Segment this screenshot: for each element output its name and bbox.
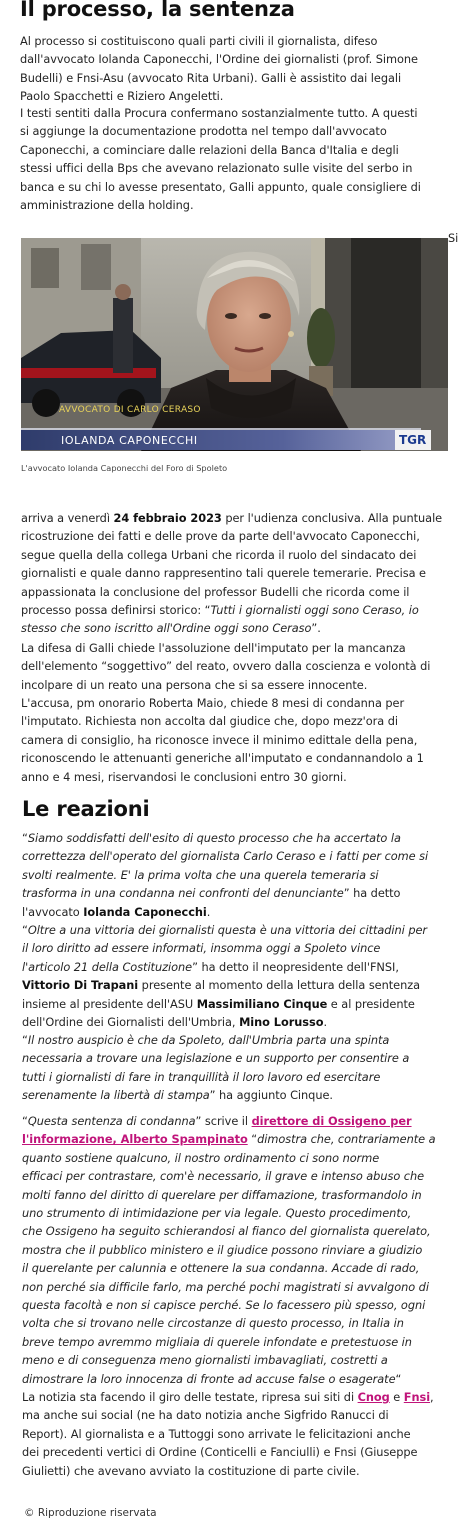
quote-text: questa facoltà e non si capisce perché. Se lo facessero più spesso, ogni xyxy=(22,1298,426,1313)
text-run: e xyxy=(389,1390,404,1404)
tv-overlay-role: AVVOCATO DI CARLO CERASO xyxy=(59,405,201,415)
quote-text: il loro diritto ad essere informati, insomma oggi a Spoleto vince xyxy=(22,941,381,956)
quote-text: Oltre a una vittoria dei giornalisti questa è una vittoria dei cittadini per xyxy=(27,923,428,937)
text-line: l'informazione, Alberto Spampinato “dimostra che, contrariamente a xyxy=(22,1132,436,1147)
quote-text: dimostra che, contrariamente a xyxy=(257,1132,436,1147)
text-run: e al presidente xyxy=(327,996,415,1011)
text-line xyxy=(22,976,427,994)
quote-text: breve tempo avremmo migliaia di querele infondate e pretestuose in xyxy=(22,1334,412,1349)
ossigeno-link[interactable]: direttore di Ossigeno per xyxy=(251,1114,412,1128)
text-line: amministrazione della holding. xyxy=(20,198,194,213)
text-line xyxy=(22,866,428,884)
text-line: ricostruzione dei fatti e delle prove da parte dell'avvocato Caponecchi, xyxy=(21,529,420,544)
text-line: I testi sentiti dalla Procura confermano sostanzialmente tutto. A questi xyxy=(20,106,418,120)
section-title-reazioni: Le reazioni xyxy=(22,797,150,821)
text-line: L'accusa, pm onorario Roberta Maio, chiede 8 mesi di condanna per xyxy=(21,696,405,710)
text-line xyxy=(22,1068,409,1086)
text-line: banca e su chi lo avesse presentato, Galli appunto, quale consigliere di xyxy=(20,179,421,194)
text-line: stessi uffici della Bps che avevano relazionato sulle visite del serbo in xyxy=(20,161,413,176)
quote-cinque xyxy=(22,1031,409,1105)
quote-text: uno strumento di intimidazione per via legale. Questo procedimento, xyxy=(22,1206,412,1221)
text-line xyxy=(22,1167,436,1185)
text-run: ”. xyxy=(311,621,321,636)
paragraph-accusa xyxy=(21,694,424,786)
quote-text: correttezza dell'operato del giornalista Carlo Ceraso e i fatti per come si xyxy=(22,849,429,864)
text-line: dei precedenti vertici di Ordine (Conticelli e Fanciulli) e Fnsi (Giuseppe xyxy=(22,1445,418,1460)
person-name: Massimiliano Cinque xyxy=(196,996,328,1011)
paragraph-udienza xyxy=(21,509,442,638)
text-line xyxy=(21,601,442,619)
text-line xyxy=(22,1314,436,1332)
section-title-processo: Il processo, la sentenza xyxy=(20,0,295,21)
text-line: segue quella della collega Urbani che ricorda il ruolo del sindacato dei xyxy=(21,547,417,562)
text-line: giornalisti e quale danno rappresentino tali querele temerarie. Precisa e xyxy=(21,566,426,581)
text-line: camera di consiglio, ha riconosce invece il minimo edittale della pena, xyxy=(21,732,418,747)
quote-di-trapani xyxy=(22,921,427,1031)
quote-text: Questa sentenza di condanna xyxy=(27,1114,196,1128)
person-name: Vittorio Di Trapani xyxy=(22,978,139,993)
copyright-notice: © Riproduzione riservata xyxy=(24,1507,157,1519)
person-name: Mino Lorusso xyxy=(239,1015,324,1030)
quote-text: tutti i giornalisti di fare in tranquillità il loro lavoro ed esercitare xyxy=(22,1069,381,1084)
text-line: “Questa sentenza di condanna” scrive il direttore di Ossigeno per xyxy=(22,1114,412,1128)
quote-text: quanto sostiene qualcuno, il nostro ordinamento ci sono norme xyxy=(22,1150,380,1165)
text-line: dell'elemento “soggettivo” del reato, ovvero dalla coscienza e volontà di xyxy=(21,659,431,674)
person-name: Iolanda Caponecchi xyxy=(83,904,207,919)
text-line xyxy=(22,1186,436,1204)
photo-illustration xyxy=(21,238,448,451)
quote-text: dimostrare la loro innocenza di fronte ad accuse false o esagerate xyxy=(22,1371,396,1386)
date-highlight: 24 febbraio 2023 xyxy=(113,511,222,525)
text-line: Budelli) e Fnsi-Asu (avvocato Rita Urbani). Galli è assistito dai legali xyxy=(20,70,402,85)
quote-text: non perché sia difficile farlo, ma perché pochi magistrati si avvalgono di xyxy=(22,1279,429,1294)
quote-text: necessaria a trovare una legislazione e un supporto per consentire a xyxy=(22,1051,410,1066)
text-line xyxy=(22,1241,436,1259)
text-run: La notizia sta facendo il giro delle testate, ripresa sui siti di xyxy=(22,1390,358,1404)
paragraph-parti-civili xyxy=(20,32,418,106)
text-line xyxy=(22,1086,409,1104)
text-line: riconoscendo le attenuanti generiche all'imputato e condannandolo a 1 xyxy=(21,751,424,766)
text-line: Giulietti) che avevano avviato la costituzione di parte civile. xyxy=(22,1463,360,1478)
quote-text: efficaci per contrastare, com'è necessario, il grave e intenso abuso che xyxy=(22,1169,425,1184)
quote-text: Il nostro auspicio è che da Spoleto, dall'Umbria parta una spinta xyxy=(27,1033,390,1047)
text-run: ” ha aggiunto Cinque. xyxy=(209,1088,333,1103)
text-line: incolpare di un reato una persona che si sa essere innocente. xyxy=(21,677,368,692)
paragraph-difesa xyxy=(21,639,430,694)
text-line xyxy=(22,847,428,865)
quote-caponecchi xyxy=(22,829,428,921)
text-run: ” scrive il xyxy=(195,1114,252,1128)
quote-text: serenamente la libertà di stampa xyxy=(22,1088,210,1103)
text-line: “Il nostro auspicio è che da Spoleto, dall'Umbria parta una spinta xyxy=(22,1033,390,1047)
ossigeno-link[interactable]: l'informazione, Alberto Spampinato xyxy=(22,1132,248,1147)
text-line: dell'Ordine dei Giornalisti dell'Umbria, Mino Lorusso. xyxy=(22,1015,328,1030)
quote-text: molti fanno del diritto di querelare per diffamazione, trasformandolo in xyxy=(22,1187,422,1202)
text-line xyxy=(22,958,427,976)
quote-text: meno e di conseguenza meno giornalisti imbavagliati, costretti a xyxy=(22,1353,388,1368)
text-line: si aggiunge la documentazione prodotta nel tempo dall'avvocato xyxy=(20,124,387,139)
text-run: dell'Ordine dei Giornalisti dell'Umbria, xyxy=(22,1015,240,1030)
text-line: anno e 4 mesi, riservandosi le conclusioni entro 30 giorni. xyxy=(21,769,347,784)
text-line: La notizia sta facendo il giro delle testate, ripresa sui siti di Cnog e Fnsi, xyxy=(22,1390,434,1404)
text-run: presente al momento della lettura della sentenza xyxy=(138,978,421,993)
text-line xyxy=(22,939,427,957)
text-line: Caponecchi, a cominciare dalle relazioni della Banca d'Italia e degli xyxy=(20,142,399,157)
text-line: Paolo Spacchetti e Riziero Angeletti. xyxy=(20,89,224,104)
text-line: Report). Al giornalista e a Tuttoggi sono arrivate le felicitazioni anche xyxy=(22,1426,411,1441)
text-line: “Siamo soddisfatti dell'esito di questo processo che ha accertato la xyxy=(22,831,401,845)
text-line xyxy=(22,995,427,1013)
photo-caption: L'avvocato Iolanda Caponecchi del Foro di Spoleto xyxy=(21,463,228,473)
quote-text: Siamo soddisfatti dell'esito di questo processo che ha accertato la xyxy=(27,831,401,845)
text-line: “Oltre a una vittoria dei giornalisti questa è una vittoria dei cittadini per xyxy=(22,923,428,937)
text-line xyxy=(22,1204,436,1222)
text-line xyxy=(22,1351,436,1369)
quote-text: che Ossigeno ha seguito schierandosi al fianco del giornalista querelato, xyxy=(22,1224,431,1239)
text-line xyxy=(21,619,442,637)
photo-iolanda-caponecchi xyxy=(21,238,448,451)
text-run: ” ha detto il neopresidente dell'FNSI, xyxy=(192,959,399,974)
quote-text: l'articolo 21 della Costituzione xyxy=(22,959,193,974)
fnsi-link[interactable]: Fnsi xyxy=(403,1390,431,1404)
text-line: l'avvocato Iolanda Caponecchi. xyxy=(22,904,211,919)
text-run: insieme al presidente dell'ASU xyxy=(22,996,197,1011)
tv-overlay-name: IOLANDA CAPONECCHI xyxy=(61,434,198,447)
text-line xyxy=(22,1296,436,1314)
quote-text: stesso che sono iscritto all'Ordine oggi sono Ceraso xyxy=(21,621,312,636)
text-line xyxy=(22,1149,436,1167)
quote-text: svolti realmente. E' la prima volta che una querela temeraria si xyxy=(22,867,379,882)
text-run: processo possa definirsi storico: “ xyxy=(21,603,211,618)
text-run: ” ha detto xyxy=(343,886,401,901)
text-line xyxy=(22,1278,436,1296)
quote-text: mostra che il pubblico ministero e il giudice possono rinviare a giudizio xyxy=(22,1242,423,1257)
quote-spampinato xyxy=(22,1112,436,1388)
tgr-logo: TGR xyxy=(399,433,427,447)
text-line: l'imputato. Richiesta non accolta dal giudice che, dopo mezz'ora di xyxy=(21,714,398,729)
paragraph-testi-procura xyxy=(20,104,421,214)
text-run: per l'udienza conclusiva. Alla puntuale xyxy=(221,511,443,525)
cnog-link[interactable]: Cnog xyxy=(357,1390,390,1404)
text-line: appassionata la conclusione del professor Budelli che ricorda come il xyxy=(21,584,410,599)
text-line: Al processo si costituiscono quali parti civili il giornalista, difeso xyxy=(20,34,378,48)
text-line xyxy=(22,1222,436,1240)
text-line: ma anche sui social (ne ha dato notizia anche Sigfrido Ranucci di xyxy=(22,1408,389,1423)
text-line xyxy=(22,1259,436,1277)
text-line xyxy=(22,884,428,902)
wrap-text-fragment: Si xyxy=(448,232,459,245)
quote-text: Tutti i giornalisti oggi sono Ceraso, io xyxy=(210,603,419,618)
quote-text: il querelante per calunnia e ottenere la sua condanna. Accade di rado, xyxy=(22,1261,420,1276)
text-line xyxy=(22,1333,436,1351)
text-run: l'avvocato xyxy=(22,904,84,919)
text-line: La difesa di Galli chiede l'assoluzione dell'imputato per la mancanza xyxy=(21,641,406,655)
paragraph-notizia xyxy=(22,1388,434,1480)
text-line: dall'avvocato Iolanda Caponecchi, l'Ordine dei giornalisti (prof. Simone xyxy=(20,52,418,67)
text-line xyxy=(21,509,442,527)
quote-text: trasforma in una condanna nei confronti del denunciante xyxy=(22,886,344,901)
quote-text: volta che si trovano nelle circostanze di questo processo, in Italia in xyxy=(22,1316,404,1331)
text-run: arriva a venerdì xyxy=(21,511,114,525)
text-line xyxy=(22,1049,409,1067)
text-line: dimostrare la loro innocenza di fronte ad accuse false o esagerate“ xyxy=(22,1371,402,1386)
